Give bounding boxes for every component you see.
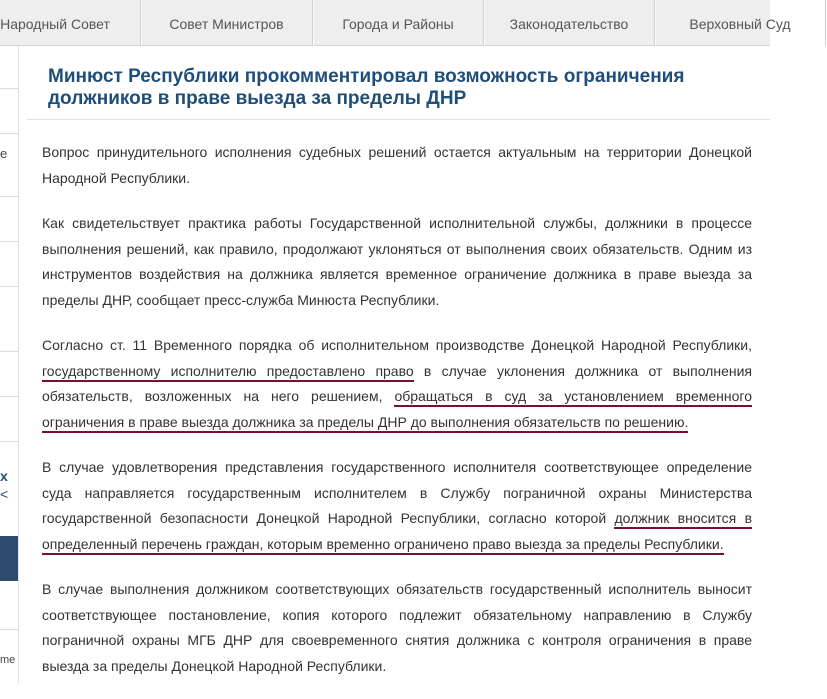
nav-item-label: Законодательство bbox=[509, 16, 629, 32]
sidebar-divider bbox=[0, 441, 18, 442]
article-title: Минюст Республики прокомментировал возможность ограничения должников в праве выезда за пределы ДНР bbox=[48, 66, 685, 109]
highlighted-text: государственному исполнителю предоставлено право bbox=[42, 363, 414, 382]
sidebar-divider bbox=[0, 396, 18, 397]
article-paragraph: Вопрос принудительного исполнения судебных решений остается актуальным на территории Донецкой Народной Республики. bbox=[42, 144, 752, 186]
left-sidebar bbox=[0, 46, 19, 683]
sidebar-item-fragment[interactable]: х bbox=[0, 468, 8, 484]
paragraph-text: В случае удовлетворения представления государственного исполнителя соответствующее определение суда направляется государственным исполнителем в Службу пограничной охраны Министерства государственной безопасности Донецкой Народной Республики, согласно которой bbox=[42, 459, 752, 526]
sidebar-item-fragment[interactable]: е bbox=[0, 146, 8, 161]
paragraph-text: в случае уклонения должника от выполнения обязательств, возложенных на него решением, bbox=[42, 362, 752, 404]
sidebar-item-fragment[interactable]: me bbox=[0, 654, 16, 666]
nav-item-people-council[interactable] bbox=[0, 0, 141, 46]
sidebar-divider bbox=[0, 196, 18, 197]
sidebar-divider bbox=[0, 241, 18, 242]
sidebar-divider bbox=[0, 133, 18, 134]
top-navigation bbox=[0, 0, 791, 46]
paragraph-text: Согласно ст. 11 Временного порядка об исполнительном производстве Донецкой Народной Республики, bbox=[42, 337, 752, 353]
nav-item-label: Совет Министров bbox=[169, 16, 284, 32]
sidebar-item-fragment[interactable]: < bbox=[0, 486, 9, 502]
sidebar-divider bbox=[0, 286, 18, 287]
nav-item-label: Народный Совет bbox=[0, 16, 110, 32]
article-paragraph bbox=[42, 455, 752, 557]
sidebar-divider bbox=[0, 629, 18, 630]
nav-item-label: Города и Районы bbox=[342, 16, 454, 32]
title-divider bbox=[27, 119, 770, 120]
article-paragraph bbox=[42, 333, 752, 435]
article-paragraph: В случае выполнения должником соответствующих обязательств государственный исполнитель выносит соответствующее постановление, копия которого подлежит обязательному направлению в Службу пограничной охраны МГБ ДНР для своевременного снятия должника с контроля ограничения в праве выезда за пределы Донецкой Народной Республики. bbox=[42, 581, 752, 674]
sidebar-divider bbox=[0, 88, 18, 89]
article-body bbox=[42, 140, 752, 699]
highlighted-text: обращаться в суд за установлением временного ограничения в праве выезда должника за пределы ДНР до выполнения обязательств по решению. bbox=[42, 388, 752, 433]
nav-item-legislation[interactable] bbox=[484, 0, 655, 46]
sidebar-divider bbox=[0, 351, 18, 352]
nav-item-cities-districts[interactable] bbox=[313, 0, 484, 46]
nav-item-council-ministers[interactable] bbox=[141, 0, 313, 46]
sidebar-active-block[interactable] bbox=[0, 536, 18, 581]
highlighted-text: должник вносится в определенный перечень граждан, которым временно ограничено право выезда за пределы Республики. bbox=[42, 510, 752, 555]
nav-item-label: Верховный Суд bbox=[689, 16, 791, 32]
article-paragraph: Как свидетельствует практика работы Государственной исполнительной службы, должники в процессе выполнения решений, как правило, продолжают уклоняться от выполнения своих обязательств. Одним из инструментов воздействия на должника является временное ограничение должника в праве выезда за пределы ДНР, сообщает пресс-служба Минюста Республики. bbox=[42, 215, 752, 308]
nav-item-supreme-court[interactable] bbox=[655, 0, 826, 46]
